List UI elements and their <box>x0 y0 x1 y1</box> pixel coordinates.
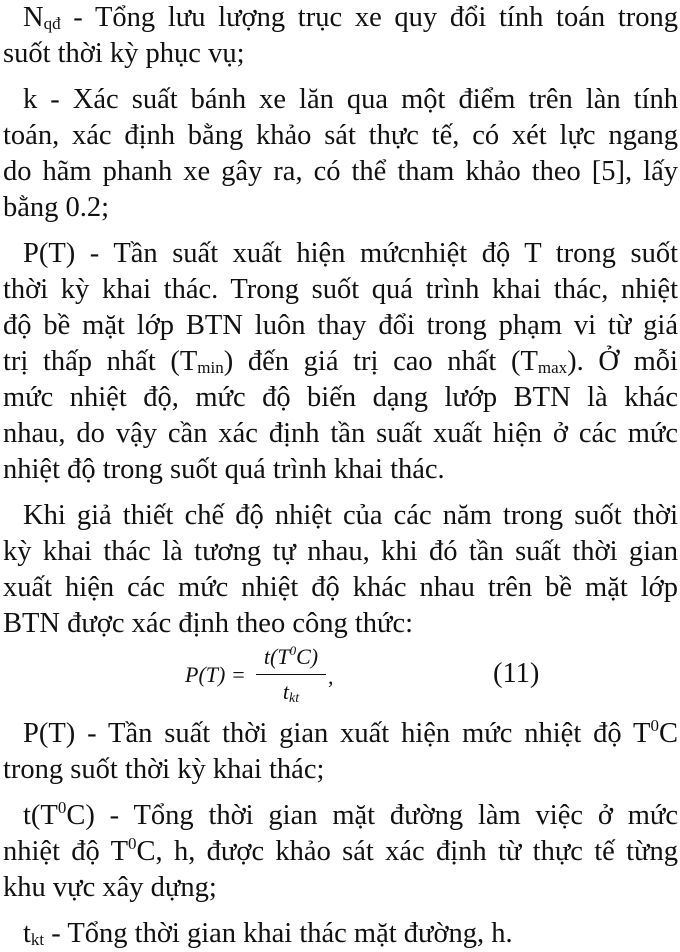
text-line: P(T) - Tần suất xuất hiện mứcnhiệt độ T trong suốt <box>23 238 678 269</box>
denominator-sub: kt <box>289 691 300 706</box>
text-before-formula <box>3 0 678 642</box>
numerator-pre: t(T <box>263 644 290 669</box>
text-line: $N_{qđ}$ - Tổng lưu lượng trục xe quy đổi tính toán trong <box>23 2 678 33</box>
superscript: 0 <box>128 834 137 853</box>
text-line: nhau, do vậy cần xác định tần suất xuất hiện ở các mức <box>3 418 678 449</box>
text-line: k - Xác suất bánh xe lăn qua một điểm trên làn tính <box>23 84 678 115</box>
text-line: trị thấp nhất $(T_{min})$ đến giá trị cao nhất $(T_{max})$. Ở mỗi <box>3 346 678 377</box>
paragraph <box>3 916 678 952</box>
fraction-bar <box>256 674 326 675</box>
formula-comma: , <box>328 664 334 689</box>
text-line: độ bề mặt lớp BTN luôn thay đổi trong phạm vi từ giá <box>3 310 678 341</box>
numerator-post: C) <box>296 644 319 669</box>
superscript: 0 <box>57 798 67 817</box>
text-line: toán, xác định bằng khảo sát thực tế, có xét lực ngang <box>3 120 678 151</box>
paragraph <box>3 236 678 488</box>
text-line: nhiệt độ $T^0C$, h, được khảo sát xác định từ thực tế từng <box>3 834 678 867</box>
text-line: $t(T^0C)$ - Tổng thời gian mặt đường làm việc ở mức <box>23 798 678 831</box>
denominator-base: t <box>282 679 289 704</box>
text-line: P(T) - Tần suất thời gian xuất hiện mức nhiệt độ $T^0C$ <box>23 716 678 749</box>
text-line: $t_{kt}$ - Tổng thời gian khai thác mặt đường, h. <box>23 918 513 949</box>
subscript: max <box>537 358 568 377</box>
text-line: kỳ khai thác là tương tự nhau, khi đó tần suất thời gian <box>3 536 678 567</box>
paragraph <box>3 798 678 906</box>
text-line: do hãm phanh xe gây ra, có thể tham khảo theo [5], lấy <box>3 156 678 187</box>
subscript: qđ <box>43 14 61 33</box>
paragraph <box>3 498 678 642</box>
numerator-sup: 0 <box>289 643 297 658</box>
text-line: BTN được xác định theo công thức: <box>3 608 414 639</box>
subscript: min <box>197 358 224 377</box>
paragraph <box>3 716 678 788</box>
text-line: khu vực xây dựng; <box>3 872 217 903</box>
formula-lhs: P(T) = <box>185 662 246 687</box>
text-line: trong suốt thời kỳ khai thác; <box>3 754 325 785</box>
text-line: nhiệt độ trong suốt quá trình khai thác. <box>3 454 445 485</box>
text-line: bằng 0.2; <box>3 192 110 223</box>
equation-number: (11) <box>493 658 540 689</box>
formula-denominator <box>256 679 326 705</box>
formula-numerator <box>256 642 326 672</box>
formula-fraction <box>256 642 326 705</box>
text-line: mức nhiệt độ, mức độ biến dạng lướp BTN là khác <box>3 382 678 413</box>
paragraph <box>3 0 678 72</box>
text-line: thời kỳ khai thác. Trong suốt quá trình khai thác, nhiệt <box>3 274 678 305</box>
text-line: suốt thời kỳ phục vụ; <box>3 38 245 69</box>
text-line: Khi giả thiết chế độ nhiệt của các năm trong suốt thời <box>23 500 678 531</box>
subscript: kt <box>30 930 45 949</box>
formula-11 <box>3 642 678 712</box>
text-line: xuất hiện các mức nhiệt độ khác nhau trên bề mặt lớp <box>3 572 678 603</box>
paragraph <box>3 82 678 226</box>
superscript: 0 <box>650 716 659 735</box>
text-after-formula <box>3 716 678 952</box>
